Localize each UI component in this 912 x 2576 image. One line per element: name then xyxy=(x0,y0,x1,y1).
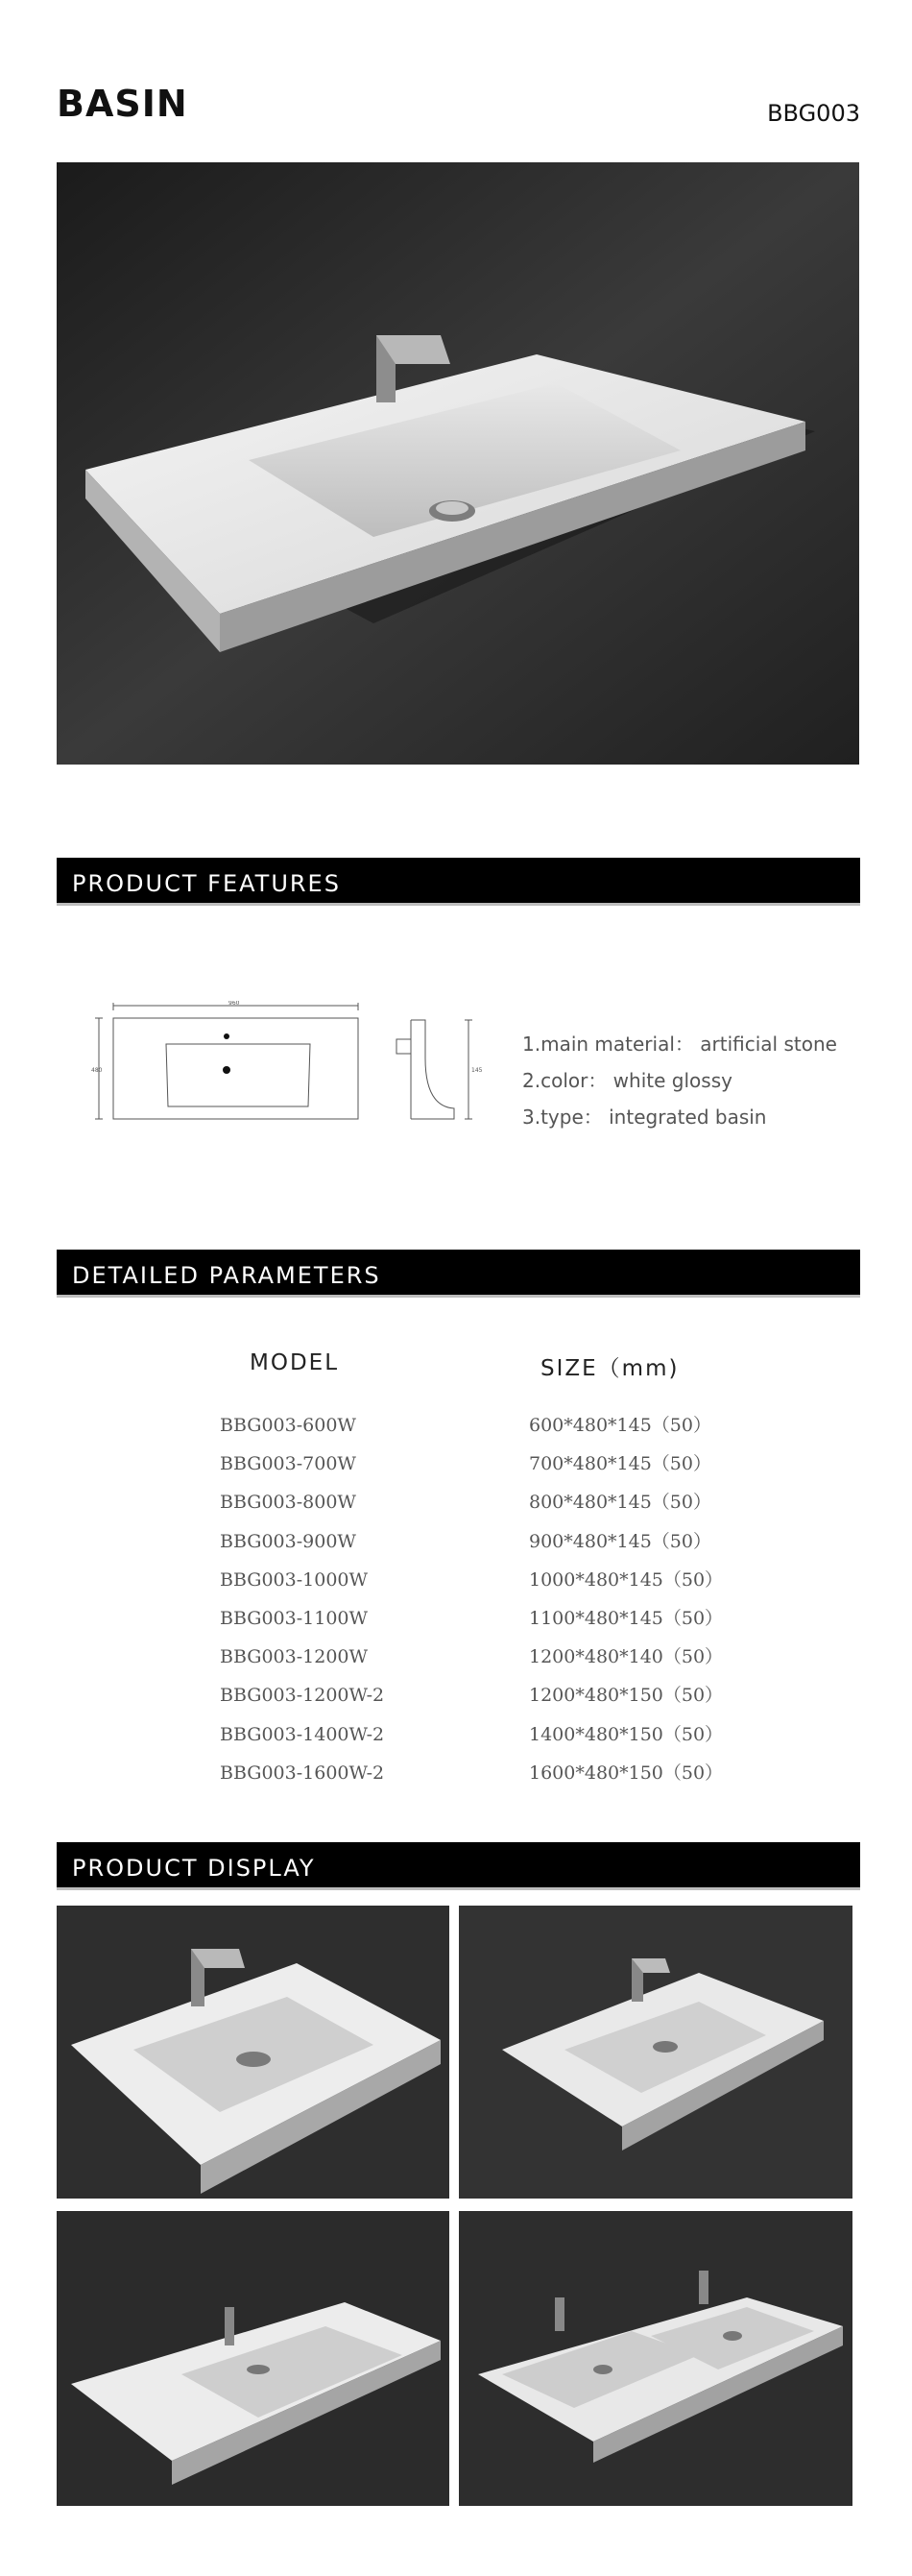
table-cell-size: 1100*480*145（50） xyxy=(529,1608,724,1630)
drawing-width-label: 960 xyxy=(228,1001,240,1007)
drawing-bowl-outline xyxy=(166,1044,310,1106)
display-photo-4 xyxy=(459,2211,852,2506)
feature-item: 3.type： integrated basin xyxy=(522,1106,767,1129)
table-cell-model: BBG003-1000W xyxy=(220,1568,369,1591)
table-cell-model: BBG003-1200W xyxy=(220,1646,369,1668)
table-cell-model: BBG003-800W xyxy=(220,1492,356,1514)
table-cell-model: BBG003-600W xyxy=(220,1415,356,1436)
drawing-side-view xyxy=(411,1020,454,1119)
table-cell-size: 1200*480*150（50） xyxy=(529,1685,724,1707)
display-photo-1 xyxy=(57,1906,449,2199)
table-column-size xyxy=(529,1406,723,1792)
table-cell-model: BBG003-1600W-2 xyxy=(220,1762,385,1784)
section-bar-features xyxy=(57,858,860,906)
table-cell-model: BBG003-900W xyxy=(220,1530,356,1552)
drawing-top-view-outline xyxy=(113,1018,358,1119)
table-cell-size: 700*480*145（50） xyxy=(529,1453,711,1475)
table-cell-size: 900*480*145（50） xyxy=(529,1530,711,1552)
table-cell-model: BBG003-1100W xyxy=(220,1608,369,1630)
section-title-display: PRODUCT DISPLAY xyxy=(72,1855,316,1882)
section-bar-display xyxy=(57,1842,860,1890)
drawing-height-label: 145 xyxy=(471,1067,483,1074)
page-title: BASIN xyxy=(57,83,188,125)
table-cell-model: BBG003-700W xyxy=(220,1453,356,1475)
section-title-parameters: DETAILED PARAMETERS xyxy=(72,1262,381,1289)
feature-item: 1.main material： artificial stone xyxy=(522,1033,837,1056)
hero-product-photo xyxy=(57,162,859,765)
feature-list xyxy=(522,1026,837,1135)
table-cell-model: BBG003-1200W-2 xyxy=(220,1685,385,1707)
table-cell-size: 1600*480*150（50） xyxy=(529,1762,724,1784)
feature-item: 2.color： white glossy xyxy=(522,1069,732,1092)
drawing-tap-hole xyxy=(224,1033,229,1039)
table-header-size: SIZE（mm) xyxy=(540,1356,680,1381)
table-header-model: MODEL xyxy=(250,1350,340,1375)
display-photo-2 xyxy=(459,1906,852,2199)
table-cell-model: BBG003-1400W-2 xyxy=(220,1723,385,1745)
product-code: BBG003 xyxy=(767,100,860,127)
technical-drawing xyxy=(89,1001,512,1126)
section-title-features: PRODUCT FEATURES xyxy=(72,870,341,897)
drawing-drain-hole xyxy=(223,1066,230,1074)
table-cell-size: 1000*480*145（50） xyxy=(529,1568,724,1591)
table-cell-size: 1400*480*150（50） xyxy=(529,1723,724,1745)
table-cell-size: 1200*480*140（50） xyxy=(529,1646,724,1668)
display-photo-3 xyxy=(57,2211,449,2506)
table-cell-size: 800*480*145（50） xyxy=(529,1492,711,1514)
table-column-model xyxy=(220,1406,384,1792)
section-bar-parameters xyxy=(57,1250,860,1298)
table-cell-size: 600*480*145（50） xyxy=(529,1415,711,1436)
drawing-depth-label: 480 xyxy=(91,1067,103,1074)
